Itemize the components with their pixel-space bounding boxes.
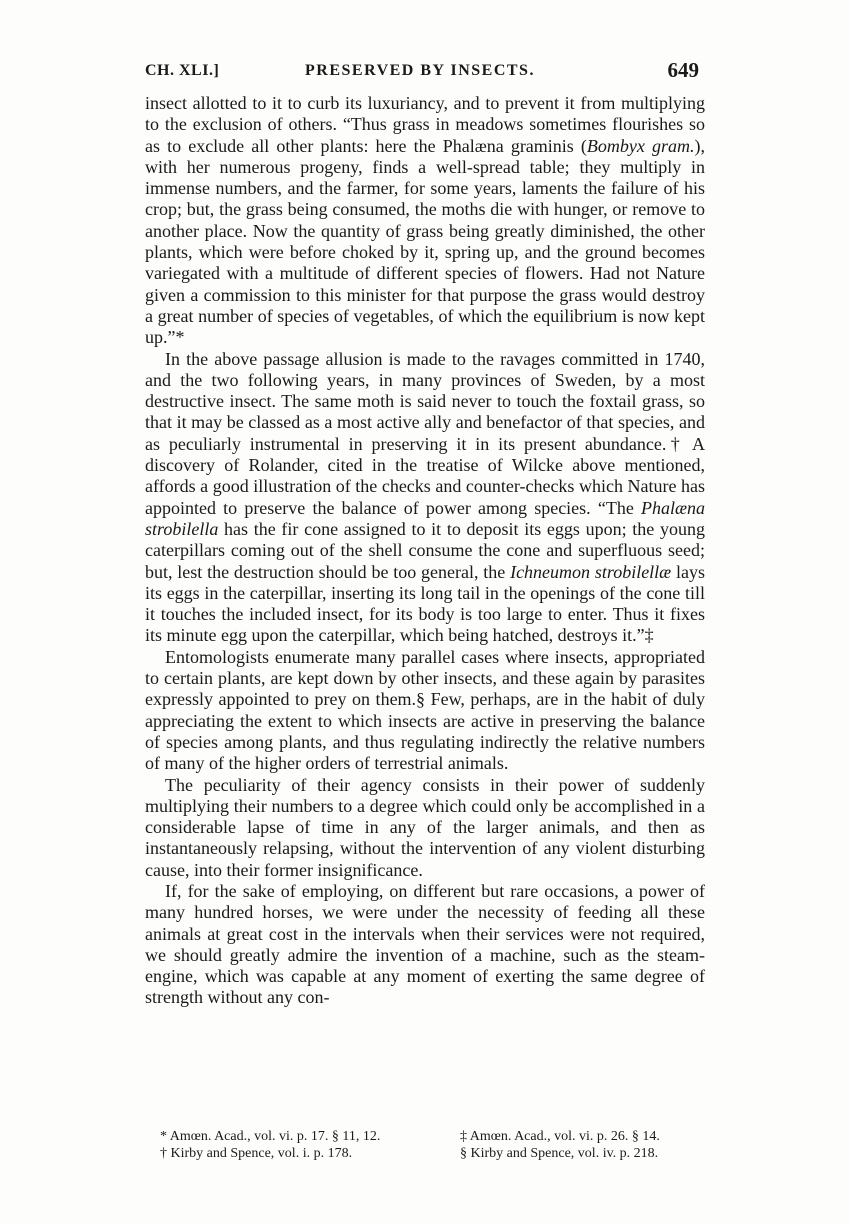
text-run: If, for the sake of employing, on different but rare occasions, a power of many hundred horses, we were under the necessity of feeding all these animals at great cost in the intervals when their services were not required, we should greatly admire the invention of a machine, such as the steam-engine, which was capable at any moment of exerting the same degree of strength without any con-	[145, 880, 705, 1008]
footnote: ‡ Amœn. Acad., vol. vi. p. 26. § 14.	[460, 1129, 660, 1144]
chapter-label: CH. XLI.]	[145, 62, 220, 79]
running-title: PRESERVED BY INSECTS.	[305, 62, 535, 79]
text-run: ), with her numerous progeny, finds a well-spread table; they multiply in immense numbers, and the farmer, for some years, laments the failure of his crop; but, the grass being consumed, the moths die with hunger, or remove to another place. Now the quantity of grass being greatly diminished, the other plants, which were before choked by it, spring up, and the ground becomes variegated with a multitude of different species of flowers. Had not Nature given a commission to this minister for that purpose the grass would destroy a great number of species of vegetables, of which the equilibrium is now kept up.”*	[145, 135, 705, 348]
paragraph	[145, 647, 705, 775]
footnote: * Amœn. Acad., vol. vi. p. 17. § 11, 12.	[160, 1129, 381, 1144]
text-run: In the above passage allusion is made to the ravages committed in 1740, and the two following years, in many provinces of Sweden, by a most destructive insect. The same moth is said never to touch the foxtail grass, so that it may be classed as a most active ally and benefactor of that species, and as peculiarly instrumental in preserving it in its present abundance.† A discovery of Rolander, cited in the treatise of Wilcke above mentioned, affords a good illustration of the checks and counter-checks which Nature has appointed to preserve the balance of power among species. “The	[145, 348, 705, 518]
italic-text: Bombyx gram.	[586, 135, 695, 156]
paragraph	[145, 349, 705, 647]
text-run: Entomologists enumerate many parallel cases where insects, appropriated to certain plants, are kept down by other insects, and these again by parasites expressly appointed to prey on them.§ Few, perhaps, are in the habit of duly appreciating the extent to which insects are active in preserving the balance of species among plants, and thus regulating indirectly the relative numbers of many of the higher orders of terrestrial animals.	[145, 646, 705, 774]
text-run: insect allotted to it to curb its luxuriancy, and to prevent it from multiplying to the exclusion of others. “Thus grass in meadows sometimes flourishes so as to exclude all other plants: here the Phalæna graminis (	[145, 93, 705, 156]
italic-text: Phalæna strobilella	[145, 497, 705, 539]
paragraph	[145, 775, 705, 881]
text-run: has the fir cone assigned to it to deposit its eggs upon; the young caterpillars coming out of the shell consume the cone and superfluous seed; but, lest the destruction should be too general, the	[145, 518, 705, 582]
page-number: 649	[667, 58, 699, 82]
footnotes-left-column	[160, 1128, 380, 1162]
body-text	[145, 93, 705, 1009]
paragraph	[145, 881, 705, 1009]
text-run: The peculiarity of their agency consists in their power of suddenly multiplying their numbers to a degree which could only be accomplished in a considerable lapse of time in any of the larger animals, and then as instantaneously relapsing, without the intervention of any violent disturbing cause, into their former insignificance.	[145, 774, 705, 880]
italic-text: Ichneumon strobilellæ	[510, 561, 672, 582]
running-head	[145, 58, 705, 86]
paragraph	[145, 93, 705, 349]
text-run: lays its eggs in the caterpillar, inserting its long tail in the openings of the cone till it touches the included insect, for its body is too large to enter. Thus it fixes its minute egg upon the caterpillar, which being hatched, destroys it.”‡	[145, 561, 705, 646]
footnotes-right-column	[460, 1128, 660, 1162]
footnote: † Kirby and Spence, vol. i. p. 178.	[160, 1146, 353, 1161]
footnote: § Kirby and Spence, vol. iv. p. 218.	[460, 1146, 659, 1161]
